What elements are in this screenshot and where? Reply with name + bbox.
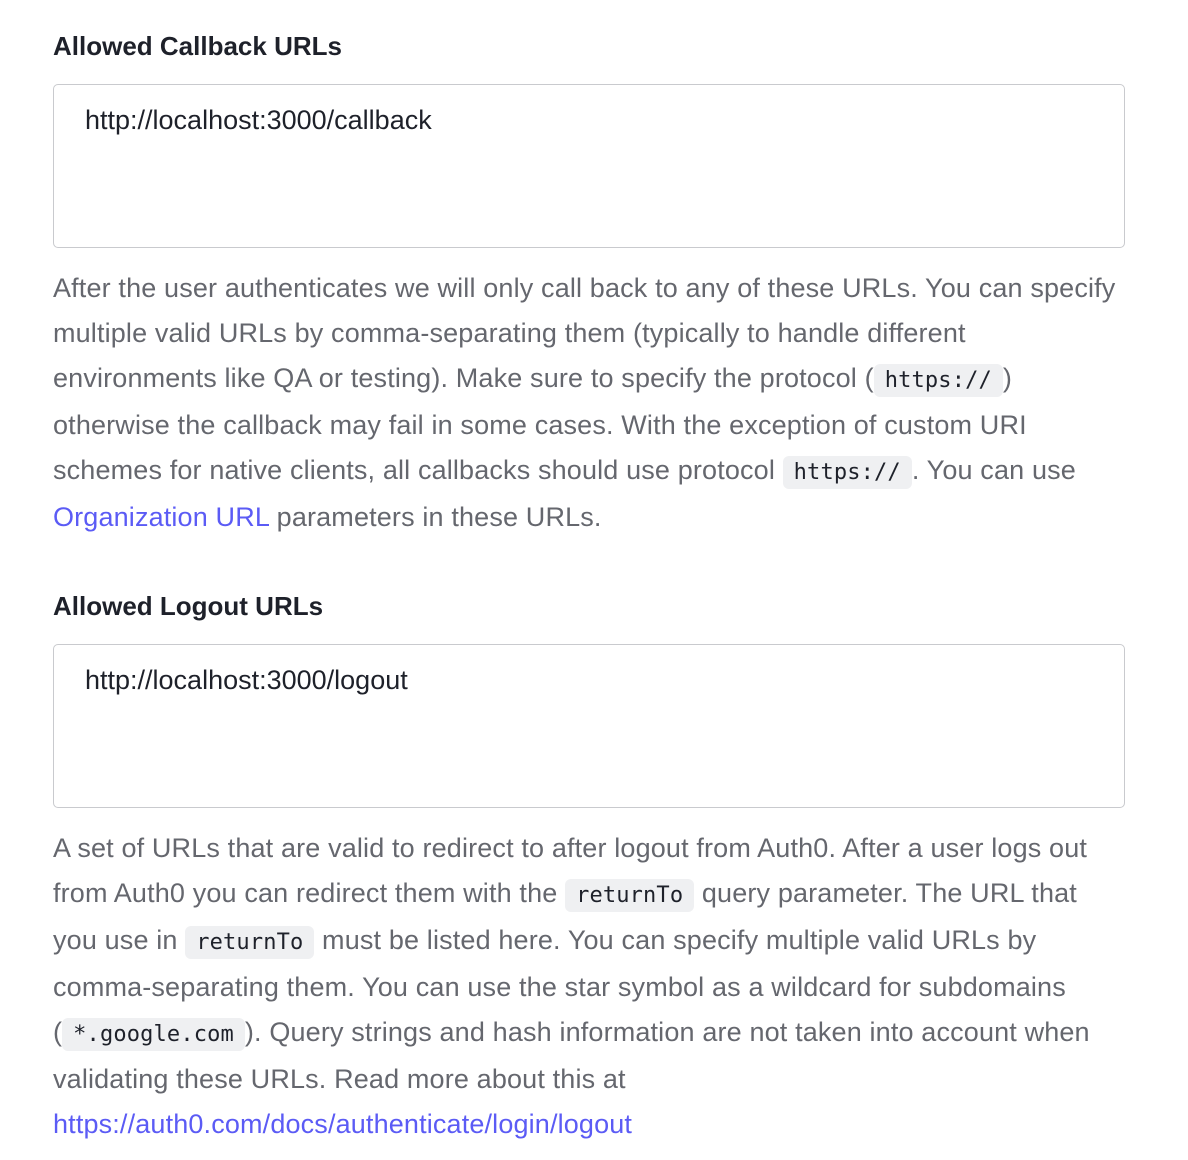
logout-urls-help xyxy=(53,826,1125,1147)
callback-urls-input[interactable] xyxy=(53,84,1125,248)
help-link[interactable]: Organization URL xyxy=(53,502,270,532)
help-text: . You can use xyxy=(911,455,1076,485)
inline-code: https:// xyxy=(783,456,912,489)
help-text: ). Query strings and hash information are not taken into account when validating these URLs. Read more about this at xyxy=(53,1017,1090,1094)
help-text: query parameter. The URL that you use in xyxy=(53,878,1077,955)
callback-urls-help xyxy=(53,266,1125,540)
help-link[interactable]: https://auth0.com/docs/authenticate/login/logout xyxy=(53,1109,633,1139)
help-text: A set of URLs that are valid to redirect to after logout from Auth0. After a user logs out from Auth0 you can redirect them with the xyxy=(53,833,1088,908)
help-text: ) otherwise the callback may fail in some cases. With the exception of custom URI schemes for native clients, all callbacks should use protocol xyxy=(53,363,1027,485)
callback-urls-label: Allowed Callback URLs xyxy=(53,31,342,61)
logout-urls-field xyxy=(53,590,1125,1147)
help-text: must be listed here. You can specify multiple valid URLs by comma-separating them. You can use the star symbol as a wildcard for subdomains ( xyxy=(53,925,1066,1047)
logout-urls-input[interactable] xyxy=(53,644,1125,808)
inline-code: https:// xyxy=(874,364,1003,397)
inline-code: returnTo xyxy=(185,926,314,959)
help-text: After the user authenticates we will only call back to any of these URLs. You can specify multiple valid URLs by comma-separating them (typically to handle different environments like QA or testing). Make sure to specify the protocol ( xyxy=(53,273,1116,393)
help-text: parameters in these URLs. xyxy=(269,502,602,532)
inline-code: *.google.com xyxy=(62,1018,245,1051)
logout-urls-label: Allowed Logout URLs xyxy=(53,591,324,621)
callback-urls-field xyxy=(53,30,1125,540)
inline-code: returnTo xyxy=(565,879,694,912)
